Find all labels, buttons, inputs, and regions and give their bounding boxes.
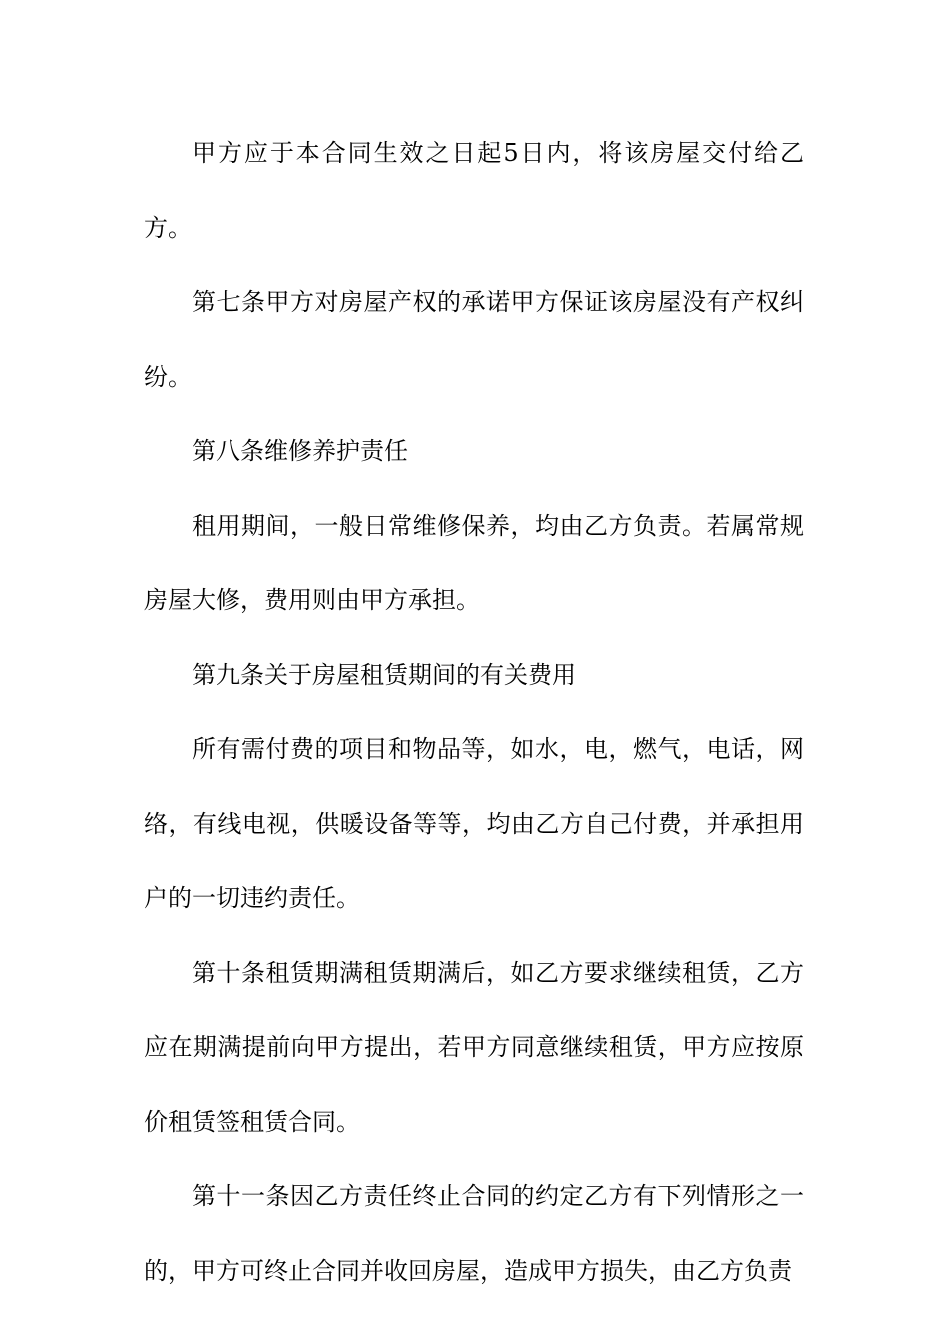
paragraph-article-9-heading: 第九条关于房屋租赁期间的有关费用 — [192, 660, 576, 689]
paragraph-article-8-heading: 第八条维修养护责任 — [192, 437, 408, 465]
paragraph-article-10: 第十条租赁期满租赁期满后，如乙方要求继续租赁，乙方应在期满提前向甲方提出，若甲方同意继续租赁，甲方应按原价租赁签租赁合同。 — [144, 958, 804, 1136]
paragraph-article-11: 第十一条因乙方责任终止合同的约定乙方有下列情形之一的，甲方可终止合同并收回房屋，造成甲方损失，由乙方负责 — [144, 1182, 804, 1285]
paragraph-delivery: 甲方应于本合同生效之日起5日内，将该房屋交付给乙方。 — [144, 139, 804, 242]
paragraph-maintenance: 租用期间，一般日常维修保养，均由乙方负责。若属常规房屋大修，费用则由甲方承担。 — [144, 511, 804, 614]
paragraph-article-7: 第七条甲方对房屋产权的承诺甲方保证该房屋没有产权纠纷。 — [144, 288, 804, 391]
paragraph-fees: 所有需付费的项目和物品等，如水，电，燃气，电话，网络，有线电视，供暖设备等等，均由乙方自己付费，并承担用户的一切违约责任。 — [144, 735, 804, 912]
document-body — [144, 116, 804, 1308]
